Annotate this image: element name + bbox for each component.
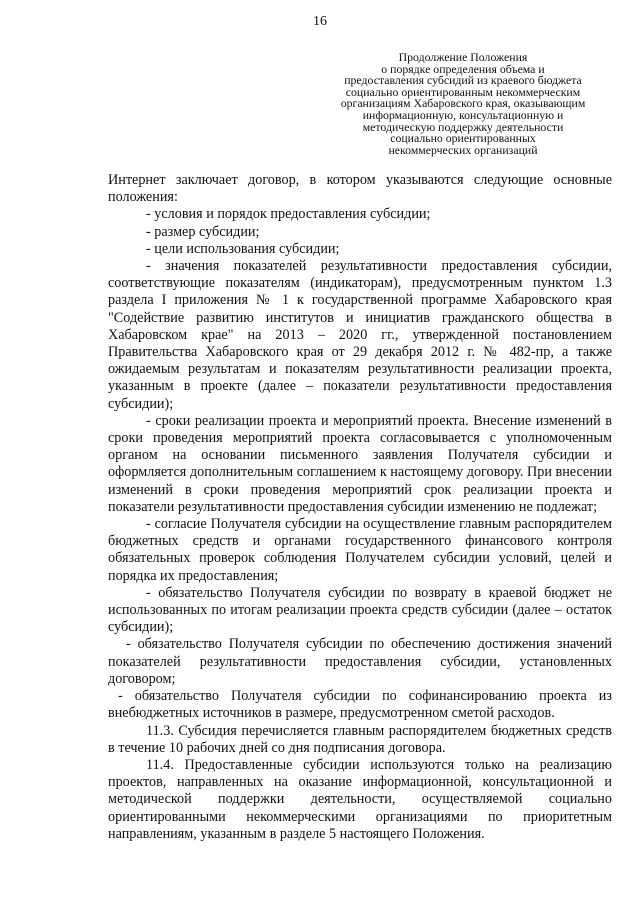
list-item-goals: - цели использования субсидии; (146, 240, 340, 257)
header-line: Продолжение Положения (398, 50, 528, 64)
header-line: предоставления субсидий из краевого бюджета (344, 73, 582, 88)
list-item-achievement: - обязательство Получателя субсидии по обеспечению достижения значений показателей результативности предоставления субсидии, установленных договором; (108, 636, 612, 687)
clause-11-3: 11.3. Субсидия перечисляется главным распорядителем бюджетных средств в течение 10 рабочих дней со дня подписания договора. (108, 722, 612, 756)
header-line: информационную, консультационную и (362, 107, 564, 122)
header-line: о порядке определения объема и (381, 61, 545, 76)
header-line: некоммерческих организаций (388, 142, 538, 157)
list-item-conditions: - условия и порядок предоставления субсидии; (146, 206, 431, 223)
clause-11-4: 11.4. Предоставленные субсидии используются только на реализацию проектов, направленных на оказание информационной, консультационной и методической поддержки деятельности, осуществляемой социально ориентированными некоммерческими организациями по приоритетным направлениям, указанным в разделе 5 настоящего Положения. (108, 756, 612, 842)
list-item-size: - размер субсидии; (146, 223, 260, 240)
header-line: методическую поддержку деятельности (362, 119, 564, 134)
list-item-cofinancing: - обязательство Получателя субсидии по софинансированию проекта из внебюджетных источников в размере, предусмотренном сметой расходов. (108, 688, 612, 722)
list-item-consent: - согласие Получателя субсидии на осуществление главным распорядителем бюджетных средств и органами государственного финансового контроля обязательных проверок соблюдения Получателем субсидии условий, целей и порядка их предоставления; (108, 516, 612, 584)
header-line: социально ориентированных (390, 131, 536, 146)
header-line: социально ориентированным некоммерческим (345, 84, 581, 99)
intro-paragraph: Интернет заключает договор, в котором указываются следующие основные положения: (108, 172, 612, 206)
list-item-terms: - сроки реализации проекта и мероприятий проекта. Внесение изменений в сроки проведения мероприятий проекта согласовывается с уполномоченным органом на основании письменного заявления Получателя субсидии и оформляется дополнительным соглашением к настоящему договору. При внесении изменений в сроки проведения мероприятий срок реализации проекта и показатели результативности предоставления субсидии изменению не подлежат; (108, 412, 612, 515)
document-body (108, 172, 612, 843)
header-line: организациям Хабаровского края, оказывающим (340, 96, 586, 111)
list-item-refund: - обязательство Получателя субсидии по возврату в краевой бюджет не использованных по итогам реализации проекта средств субсидии (далее – остаток субсидии); (108, 584, 612, 636)
page-number: 16 (313, 14, 327, 29)
list-item-indicators: - значения показателей результативности предоставления субсидии, соответствующие показателям (индикаторам), предусмотренным пунктом 1.3 раздела I приложения № 1 к государственной программе Хабаровского края "Содействие развитию институтов и инициатив гражданского общества в Хабаровском крае" на 2013 – 2020 гг., утвержденной постановлением Правительства Хабаровского края от 29 декабря 2012 г. № 482-пр, а также ожидаемым результатам и показателям результативности реализации проекта, указанным в проекте (далее – показатели результативности предоставления субсидии); (108, 258, 612, 412)
document-header (338, 52, 588, 156)
